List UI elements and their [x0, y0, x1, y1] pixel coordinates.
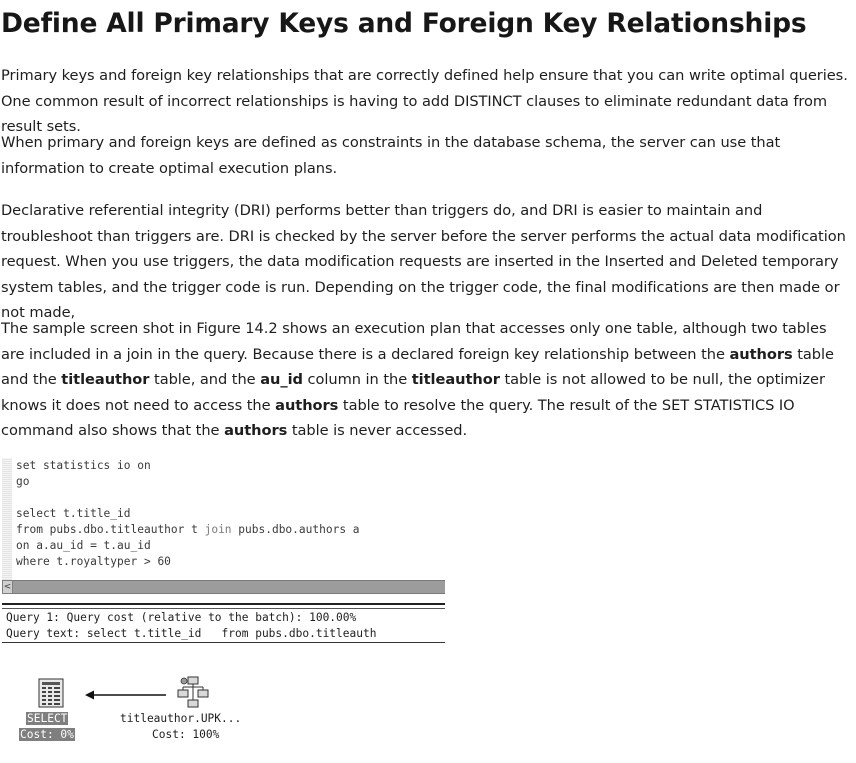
text-run: table is not allowed to be null, the optimizer knows it does not need to access the	[1, 371, 825, 414]
text-run: table, and the	[149, 371, 261, 389]
pane-splitter[interactable]	[2, 603, 445, 605]
bold-term-titleauthor: titleauthor	[61, 371, 150, 389]
code-line	[16, 522, 360, 538]
query-text-line: Query text: select t.title_id from pubs.dbo.titleauth	[6, 627, 377, 640]
text-run: table is never accessed.	[287, 422, 468, 440]
text-run: table to resolve the query. The result of the SET STATISTICS IO command also shows that the	[1, 396, 795, 440]
code-line: on a.au_id = t.au_id	[16, 539, 151, 552]
select-label-text: SELECT	[27, 712, 68, 725]
scroll-left-button[interactable]: <	[3, 582, 12, 592]
flow-arrow-icon	[84, 688, 168, 702]
code-line: set statistics io on	[16, 459, 151, 472]
select-cost-text: Cost: 0%	[20, 728, 74, 741]
editor-gutter	[2, 458, 12, 580]
code-keyword: join	[204, 523, 232, 536]
paragraph-sample	[1, 316, 853, 444]
select-operator-label[interactable]	[26, 711, 68, 727]
pane-divider	[2, 608, 445, 609]
code-token: pubs.dbo.authors a	[231, 523, 360, 536]
select-operator-icon[interactable]	[38, 678, 64, 708]
code-line: go	[16, 475, 30, 488]
scan-operator-label[interactable]: titleauthor.UPK...	[120, 712, 242, 725]
bold-term-authors: authors	[729, 345, 793, 363]
query-cost-line: Query 1: Query cost (relative to the batch): 100.00%	[6, 611, 357, 624]
bold-term-au-id: au_id	[260, 371, 303, 389]
select-operator-cost	[19, 727, 75, 743]
page-title: Define All Primary Keys and Foreign Key Relationships	[1, 8, 807, 39]
results-divider	[2, 642, 445, 643]
bold-term-titleauthor: titleauthor	[411, 371, 500, 389]
bold-term-authors: authors	[275, 396, 339, 414]
scan-operator-cost: Cost: 100%	[152, 728, 220, 741]
text-run: The sample screen shot in Figure 14.2 shows an execution plan that accesses only one table, although two tables are included in a join in the query. Because there is a declared foreign key relationship between the	[1, 320, 827, 363]
text-run: table and the	[1, 345, 834, 389]
code-token: from pubs.dbo.titleauthor t	[16, 523, 205, 536]
code-line: select t.title_id	[16, 507, 131, 520]
paragraph-dri: Declarative referential integrity (DRI) performs better than triggers do, and DRI is easier to maintain and troubleshoot than triggers are. DRI is checked by the server before the server performs the actual data modification request. When you use triggers, the data modification requests are inserted in the Inserted and Deleted temporary system tables, and the trigger code is run. Depending on the trigger code, the final modifications are then made or not made,	[1, 202, 846, 322]
code-line: where t.royaltyper > 60	[16, 555, 171, 568]
paragraph-intro: Primary keys and foreign key relationships that are correctly defined help ensure that you can write optimal queries. One common result of incorrect relationships is having to add DISTINCT clauses to eliminate redundant data from result sets.	[1, 67, 848, 136]
paragraph-constraints: When primary and foreign keys are defined as constraints in the database schema, the server can use that information to create optimal execution plans.	[1, 134, 781, 177]
bold-term-authors: authors	[224, 422, 288, 440]
index-scan-icon[interactable]	[176, 676, 210, 708]
horizontal-scrollbar[interactable]	[2, 580, 445, 594]
text-run: column in the	[302, 371, 412, 389]
